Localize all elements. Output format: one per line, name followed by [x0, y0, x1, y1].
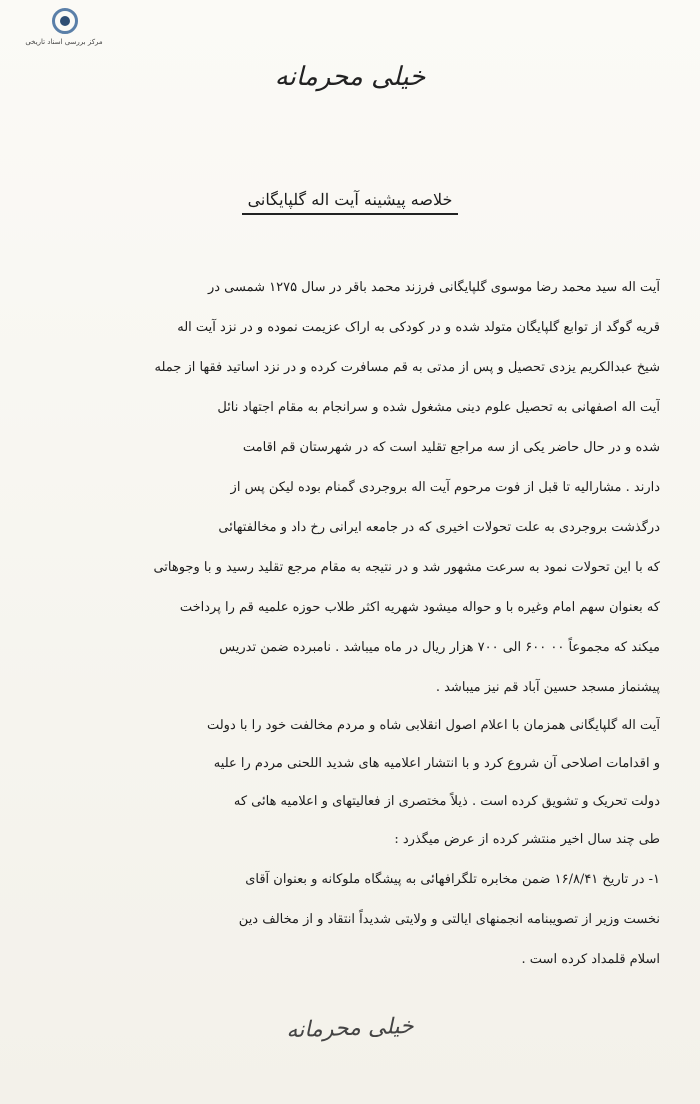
- body-line: شیخ عبدالکریم یزدی تحصیل و پس از مدتی به قم مسافرت کرده و در نزد اساتید فقها از جمله: [154, 360, 660, 375]
- subject-text: خلاصه پیشینه آیت اله گلپایگانی: [242, 190, 459, 215]
- body-line: که بعنوان سهم امام وغیره با و حواله میشود شهریه اکثر طلاب حوزه علمیه قم را پرداخت: [179, 600, 660, 615]
- body-line: و اقدامات اصلاحی آن شروع کرد و با انتشار اعلامیه های شدید اللحنی مردم را علیه: [213, 756, 660, 771]
- body-line: دارند . مشارالیه تا قبل از فوت مرحوم آیت اله بروجردی گمنام بوده لیکن پس از: [230, 480, 660, 495]
- body-line: پیشنماز مسجد حسین آباد قم نیز میباشد .: [435, 680, 660, 695]
- body-line: آیت اله اصفهانی به تحصیل علوم دینی مشغول شده و سرانجام به مقام اجتهاد نائل: [217, 400, 660, 415]
- archive-emblem-icon: [52, 8, 78, 34]
- body-line: نخست وزیر از تصویبنامه انجمنهای ایالتی و ولایتی شدیداً انتقاد و از مخالف دین: [238, 912, 660, 927]
- body-line: که با این تحولات نمود به سرعت مشهور شد و در نتیجه به مقام مرجع تقلید رسید و با وجوهاتی: [153, 560, 660, 575]
- document-subject: [0, 190, 700, 209]
- body-line: طی چند سال اخیر منتشر کرده از عرض میگذرد :: [394, 832, 660, 847]
- body-line: دولت تحریک و تشویق کرده است . ذیلاً مختصری از فعالیتهای و اعلامیه هائی که: [233, 794, 660, 809]
- body-line: آیت اله سید محمد رضا موسوی گلپایگانی فرزند محمد باقر در سال ۱۲۷۵ شمسی در: [207, 280, 660, 295]
- body-line: درگذشت بروجردی به علت تحولات اخیری که در جامعه ایرانی رخ داد و مخالفتهائی: [218, 520, 660, 535]
- archive-logo: [18, 8, 110, 58]
- body-line: شده و در حال حاضر یکی از سه مراجع تقلید است که در شهرستان قم اقامت: [242, 440, 660, 455]
- body-line: قریه گوگد از توابع گلپایگان متولد شده و در کودکی به اراک عزیمت نموده و در نزد آیت اله: [177, 320, 660, 335]
- archive-logo-text: مرکز بررسی اسناد تاریخی: [25, 38, 103, 46]
- classification-heading: خیلی محرمانه: [274, 62, 426, 92]
- body-line: آیت اله گلپایگانی همزمان با اعلام اصول انقلابی شاه و مردم مخالفت خود را با دولت: [206, 718, 660, 733]
- body-line: ۱- در تاریخ ۱۶/۸/۴۱ ضمن مخابره تلگرافهائی به پیشگاه ملوکانه و بعنوان آقای: [245, 872, 660, 887]
- body-line: میکند که مجموعاً ۰۰ ۶۰۰ الی ۷۰۰ هزار ریال در ماه میباشد . نامبرده ضمن تدریس: [219, 640, 660, 655]
- body-line: اسلام قلمداد کرده است .: [521, 952, 660, 967]
- footer-classification-stamp: خیلی محرمانه: [285, 1013, 415, 1044]
